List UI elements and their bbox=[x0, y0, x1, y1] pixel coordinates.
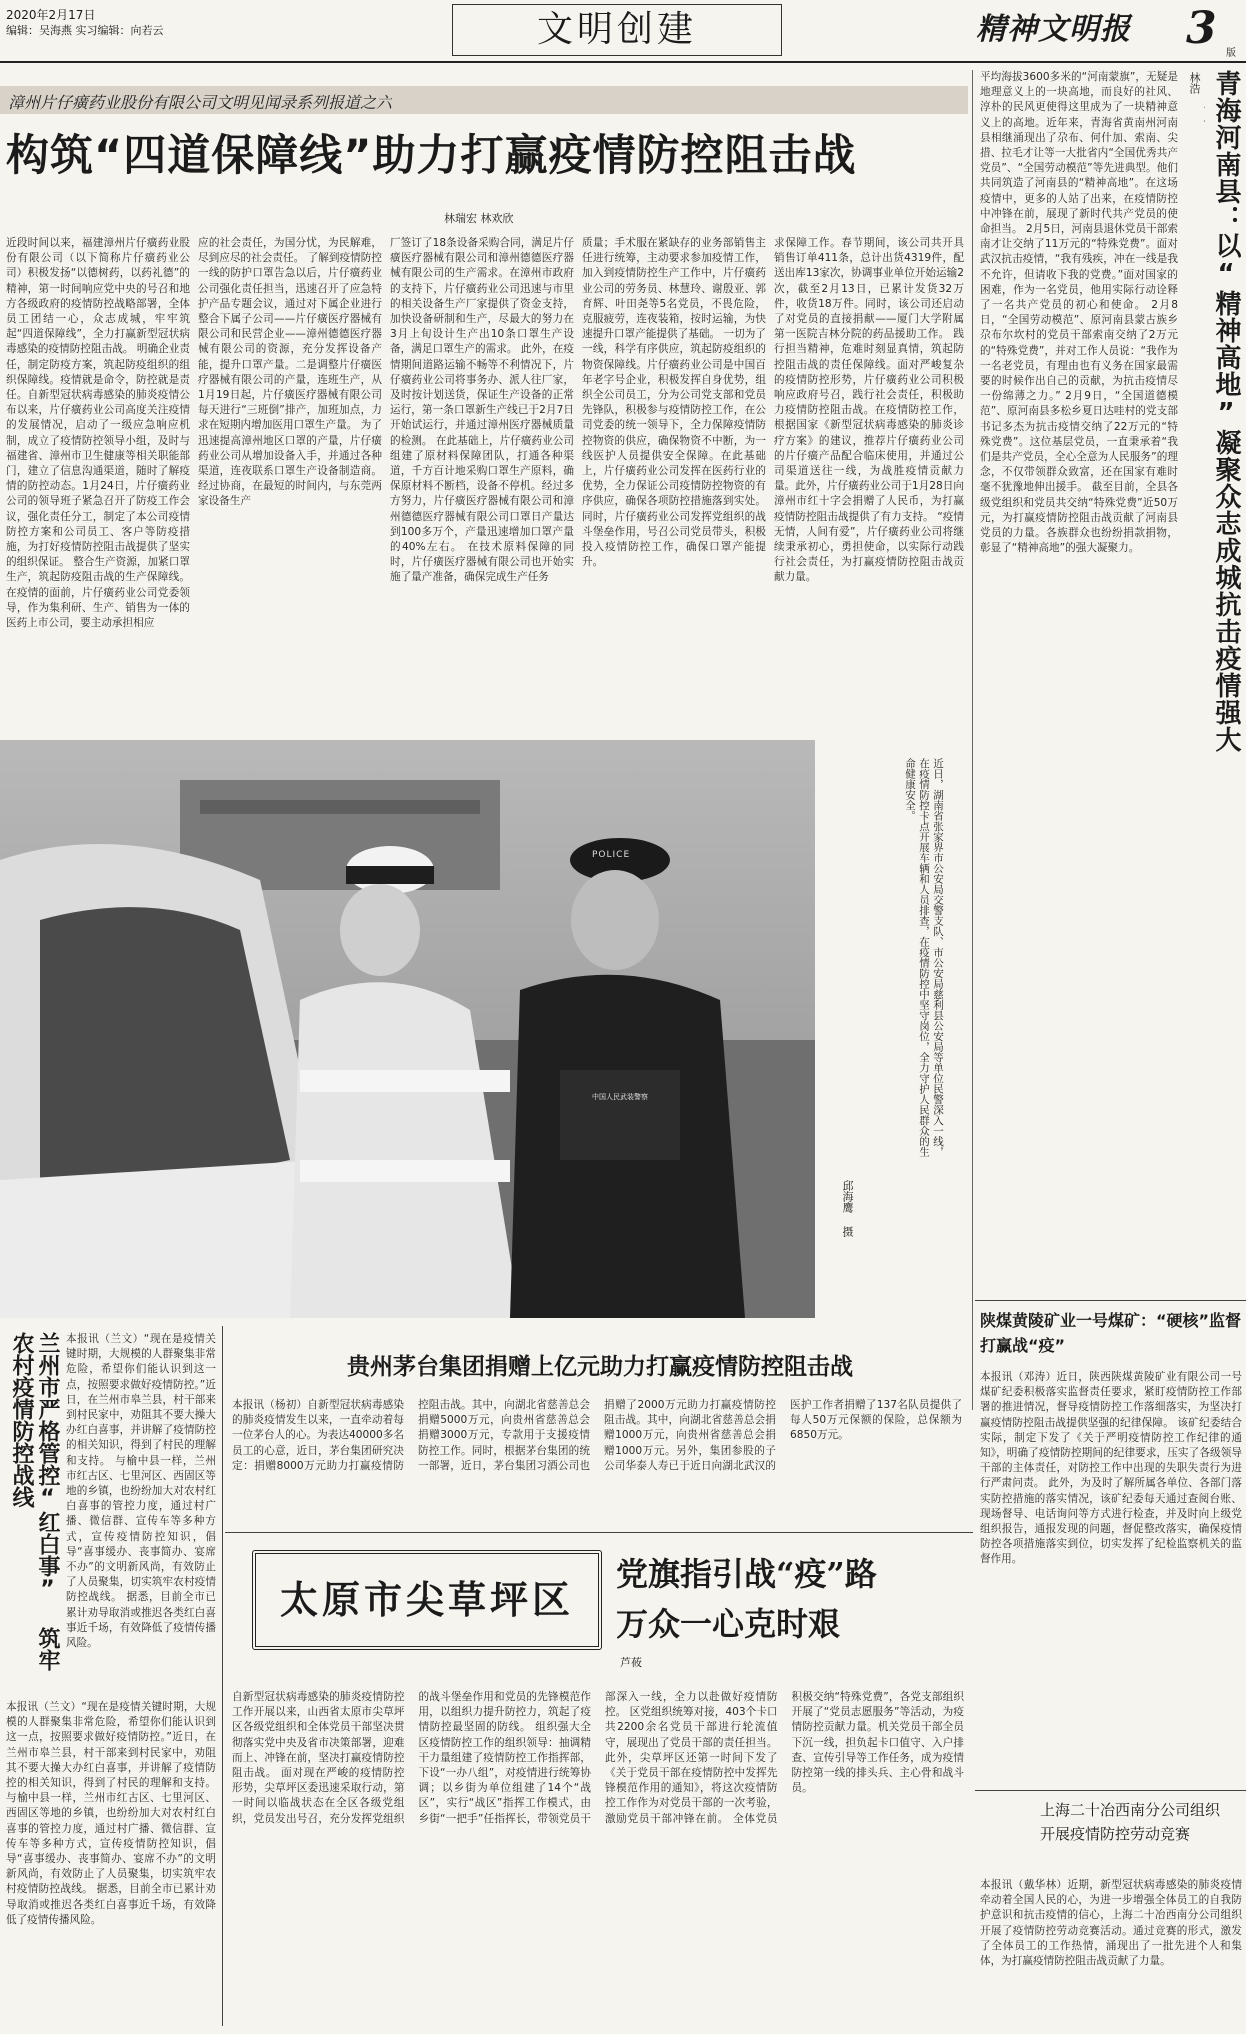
shaanxi-headline: 陕煤黄陵矿业一号煤矿：“硬核”监督 打赢战“疫” bbox=[980, 1311, 1242, 1355]
lead-column-4: 质量；手术服在紧缺存的业务部销售主任进行统筹，主动要求参加疫情工作，加入到疫情防控生产工作中，片仔癀药业公司的劳务员、林慧玲、谢殷亚、郭育辉、叶田尧等5名党员，不畏危险，克服疲劳，连夜装箱，按时运输，为快速提升口罩产能提供了基础。 一切为了一线，科学有序供应，筑起防疫组织的物资保障线。片仔癀药业公司是中国百年老字号企业，积极发挥自身优势，组织全公司员工，分为公司党支部和党员先锋队，积极参与疫情防控工作，在公司党委的统一领导下，全力保障疫情防控物资的供应，确保物资不中断，为一线医护人员提供安全保障。在此基础上，片仔癀药业公司发挥在医药行业的优势，全力保证公司疫情防控物资的有序供应，确保各项防控措施落到实处。 同时，片仔癀药业公司发挥党组织的战斗堡垒作用，号召公司党员带头，积极投入疫情防控工作，确保口罩产能提升。 bbox=[582, 237, 766, 569]
right-divider-1 bbox=[975, 1300, 1246, 1301]
qinghai-headline: 青海河南县：以“精神高地”凝聚众志成城抗击疫情强大 bbox=[1211, 70, 1241, 753]
section-title: 文明创建 bbox=[452, 4, 782, 56]
taiyuan-headline-line1: 党旗指引战“疫”路 bbox=[616, 1555, 877, 1593]
left-divider bbox=[222, 1326, 223, 2026]
photo-illustration bbox=[0, 740, 815, 1318]
shaanxi-body: 本报讯（邓涛）近日，陕西陕煤黄陵矿业有限公司一号煤矿纪委积极落实监督责任要求，紧盯疫情防控工作部署的推进情况，督导疫情防控工作落细落实，为坚决打赢疫情防控阻击战提供坚强的纪律保障。 该矿纪委结合实际，制定下发了《关于严明疫情防控工作纪律的通知》，明确了疫情防控期间的纪律要求，压实了各级领导干部的主体责任，对防控工作中出现的失职失责行为进行严肃问责。 此外，为及时了解所属各单位、各部门落实防控措施的落实情况，该矿纪委每天通过查阅台账、现场督导、电话询问等方式进行检查，并及时向上级党组织报告，通报发现的问题，督促整改落实，确保疫情防控各项措施落实到位，切实发挥了纪检监察机关的监督作用。 bbox=[980, 1371, 1242, 1566]
shanghai-headline: 上海二十冶西南分公司组织开展疫情防控劳动竞赛 bbox=[1040, 1801, 1221, 1843]
lanzhou-body: 本报讯（兰文）“现在是疫情关键时期，大规模的人群聚集非常危险，希望你们能认识到这一点，按照要求做好疫情防控。”近日，在兰州市皋兰县，村干部来到村民家中，劝阻其不要大操大办红白喜事，并讲解了疫情防控的相关知识，得到了村民的理解和支持。 与榆中县一样，兰州市红古区、七里河区、西固区等地的乡镇，也纷纷加大对农村红白喜事的管控力度，通过村广播、微信群、宣传车等多种方式，宣传疫情防控知识，倡导“喜事缓办、丧事简办、宴席不办”的文明新风尚，有效防止了人员聚集，切实筑牢农村疫情防控战线。 据悉，目前全市已累计劝导取消或推迟各类红白喜事近千场，有效降低了疫情传播风险。 bbox=[6, 1701, 216, 1926]
lead-column-3: 厂签订了18条设备采购合同，满足片仔癀医疗器械有限公司和漳州德德医疗器械有限公司的生产需求。在漳州市政府的支持下，片仔癀药业公司迅速与市里的相关设备生产厂家提供了资金支持，加快设备研制和生产，尽最大的努力在3月上旬设计生产出10条口罩生产设备，满足口罩生产的需求。 此外，在疫情期间道路运输不畅等不利情况下，片仔癀药业公司将事务办、派人往厂家，及时按计划送货，保证生产设备的正常运行，第一条口罩新生产线已于2月7日开始试运行，并通过漳州医疗器械质量的检测。 在此基础上，片仔癀药业公司组建了原材料保障团队，打通各种渠道，千方百计地采购口罩生产原料，确保原材料不断档，设备不停机。经过多方努力，片仔癀医疗器械有限公司和漳州德德医疗器械有限公司口罩日产量达到100多万个，产量迅速增加口罩产量的40%左右。 在技术原料保障的同时，片仔癀医疗器械有限公司也开始实施了量产准备，确保完成生产任务 bbox=[390, 237, 574, 584]
taiyuan-body: 自新型冠状病毒感染的肺炎疫情防控工作开展以来，山西省太原市尖草坪区各级党组织和全体党员干部坚决贯彻落实党中央及省市决策部署，迎难而上、冲锋在前，坚决打赢疫情防控阻击战。 面对现在严峻的疫情防控形势，尖草坪区委迅速采取行动，第一时间以临战状态在全区各级党组织，党员发出号召，充分发挥党组织的战斗堡垒作用和党员的先锋模范作用，以组织力提升防控力，筑起了疫情防控最坚固的防线。 组织强大全区疫情防控工作的组织领导：抽调精干力量组建了疫情防控工作指挥部，下设“一办八组”，对疫情进行统筹协调；以乡街为单位组建了14个“战区”，实行“战区”指挥工作模式，由乡街“一把手”任指挥长，带领党员干部深入一线，全力以赴做好疫情防控。 区党组织统筹对接，403个卡口共2200余名党员干部进行轮流值守，展现出了党员干部的责任担当。此外，尖草坪区还第一时间下发了《关于党员干部在疫情防控中发挥先锋模范作用的通知》，将这次疫情防控工作作为对党员干部的一次考验，激励党员干部冲锋在前。 全体党员积极交纳“特殊党费”，各党支部组织开展了“党员志愿服务”等活动，为疫情防控贡献力量。机关党员干部全员下沉一线，担负起卡口值守、入户排查、宣传引导等工作任务，成为疫情防控第一线的排头兵、主心骨和战斗员。 bbox=[232, 1691, 964, 1825]
taiyuan-place: 太原市尖草坪区 bbox=[279, 1578, 574, 1622]
middle-divider bbox=[225, 1532, 973, 1533]
police-cap-label: POLICE bbox=[592, 850, 631, 860]
right-column-divider bbox=[972, 70, 973, 1410]
series-banner-text: 漳州片仔癀药业股份有限公司文明见闻录系列报道之六 bbox=[8, 93, 393, 112]
qinghai-body: 平均海拔3600多米的“河南蒙旗”，无疑是地理意义上的一块高地，而良好的社风、淳朴的民风更使得这里成为了一块精神意义上的高地。近年来，青海省黄南州河南县相继涌现出了尕布、何什加、索南、尖措、拉毛才让等一大批省内“全国优秀共产党员”、“全国劳动模范”等先进典型。他们共同筑造了河南县的“精神高地”。在这场疫情中，更多的人站了出来，在疫情防控中冲锋在前，展现了新时代共产党员的使命担当。 2月5日，河南县退休党员干部索南才让交纳了11万元的“特殊党费”。面对武汉抗击疫情，“我有残疾，冲在一线是我不允许，但请收下我的党费。”面对国家的困难，作为一名党员，他用实际行动诠释了一名共产党员的初心和使命。 2月8日，“全国劳动模范”、原河南县蒙古族乡尕布尔坎村的党员干部索南交纳了2万元的“特殊党费”，并对工作人员说：“我作为一名老党员，有理由也有义务在国家最需要的时候作出自己的贡献，为抗击疫情尽一份绵薄之力。” 2月9日，“全国道德模范”、原河南县多松乡夏日达哇村的党支部书记多杰为抗击疫情交纳了22万元的“特殊党费”。这位基层党员，一直秉承着“我们是共产党员，全心全意为人民服务”的理念，不仅带领群众致富，还在国家有难时毫不犹豫地伸出援手。 截至目前，全县各级党组织和党员共交纳“特殊党费”近50万元，为打赢疫情防控阻击战贡献了河南县党员的力量。各族群众也纷纷捐款捐物，彰显了“精神高地”的强大凝聚力。 bbox=[980, 71, 1178, 555]
masthead bbox=[0, 0, 1246, 60]
qinghai-byline: 林浩 bbox=[1188, 72, 1201, 94]
moutai-headline: 贵州茅台集团捐赠上亿元助力打赢疫情防控阻击战 bbox=[347, 1354, 853, 1380]
page-number: 3 bbox=[1186, 3, 1217, 54]
taiyuan-byline: 芦莜 bbox=[620, 1656, 642, 1669]
photo-credit: 邱海鹰 摄 bbox=[841, 1180, 854, 1237]
paper-logo: 精神文明报 bbox=[976, 12, 1131, 47]
page-suffix: 版 bbox=[1226, 48, 1236, 59]
lanzhou-body-top: 本报讯（兰文）“现在是疫情关键时期，大规模的人群聚集非常危险，希望你们能认识到这一点，按照要求做好疫情防控。”近日，在兰州市皋兰县，村干部来到村民家中，劝阻其不要大操大办红白喜事，并讲解了疫情防控的相关知识，得到了村民的理解和支持。 与榆中县一样，兰州市红古区、七里河区、西固区等地的乡镇，也纷纷加大对农村红白喜事的管控力度，通过村广播、微信群、宣传车等多种方式，宣传疫情防控知识，倡导“喜事缓办、丧事简办、宴席不办”的文明新风尚，有效防止了人员聚集，切实筑牢农村疫情防控战线。 据悉，目前全市已累计劝导取消或推迟各类红白喜事近千场，有效降低了疫情传播风险。 bbox=[66, 1333, 216, 1650]
editor-credits: 编辑：吴海燕 实习编辑：向若云 bbox=[6, 24, 164, 37]
photo-caption: 近日，湖南省张家界市公安局交警支队、市公安局慈利县公安局等单位民警深入一线，在疫情防控卡点开展车辆和人员排查，在疫情防控中坚守岗位，全力守护人民群众的生命健康安全。 bbox=[904, 758, 944, 1157]
issue-date: 2020年2月17日 bbox=[6, 8, 96, 22]
masthead-rule bbox=[0, 61, 1246, 63]
lead-byline: 林瑞宏 林欢欣 bbox=[444, 212, 514, 225]
moutai-body: 本报讯（杨初）自新型冠状病毒感染的肺炎疫情发生以来，一直牵动着每一位茅台人的心。为表达40000多名员工的心意，近日，茅台集团研究决定：捐赠8000万元助力打赢疫情防控阻击战。其中，向湖北省慈善总会捐赠5000万元，向贵州省慈善总会捐赠3000万元，专款用于支援疫情防控工作。同时，根据茅台集团的统一部署，近日，茅台集团习酒公司也捐赠了2000万元助力打赢疫情防控阻击战。其中，向湖北省慈善总会捐赠1000万元，向贵州省慈善总会捐赠1000万元。另外，集团参股的子公司华泰人寿已于近日向湖北武汉的医护工作者捐赠了137名队员提供了每人50万元保额的保险，总保额为6850万元。 bbox=[232, 1399, 962, 1472]
shanghai-body: 本报讯（戴华林）近期，新型冠状病毒感染的肺炎疫情牵动着全国人民的心，为进一步增强全体员工的自我防护意识和抗击疫情的信心，上海二十冶西南分公司组织开展了疫情防控劳动竞赛活动。通过竞赛的形式，激发了全体员工的工作热情，涌现出了一批先进个人和集体，为打赢疫情防控阻击战贡献了力量。 bbox=[980, 1879, 1242, 1968]
lead-column-1: 近段时间以来，福建漳州片仔癀药业股份有限公司（以下简称片仔癀药业公司）积极发扬“以德树药，以药礼德”的精神，第一时间响应党中央的号召和地方各级政府的疫情防控战略部署，全体员工团结一心，众志成城，牢牢筑起“四道保障线”，全力打赢新型冠状病毒感染的疫情防控阻击战。 明确企业责任，制定防疫方案，筑起防疫组织的组织保障线。疫情就是命令，防控就是责任。自新型冠状病毒感染的肺炎疫情公布以来，片仔癀药业公司高度关注疫情的发展情况，启动了一级应急响应机制，成立了疫情防控领导小组，及时与福建省、漳州市卫生健康等相关职能部门，建立了信息沟通渠道，随时了解疫情的防控动态。1月24日，片仔癀药业公司的领导班子紧急召开了防疫工作会议，强化责任分工，制定了本公司疫情防控方案和公司员工、客户等防疫措施，为打好疫情防控阻击战提供了坚实的组织保证。 整合生产资源，加紧口罩生产，筑起防疫阻击战的生产保障线。在疫情的面前，片仔癀药业公司党委领导，作为集利研、生产、销售为一体的医药上市公司，要主动承担相应 bbox=[6, 237, 190, 630]
lead-column-5: 求保障工作。春节期间，该公司共开具销售订单411条，总计出货4319件，配送出库13家次，协调事业单位开始运输2次，截至2月13日，已累计发货32万件，收货18万件。同时，该公司还启动了对党员的直接捐献——厦门大学附属第一医院吉林分院的药品援助工作。 践行担当精神，危难时刻显真情，筑起防控阻击战的责任保障线。面对严峻复杂的疫情防控形势，片仔癀药业公司积极响应政府号召，践行社会责任，积极助力疫情防控阻击战。在疫情防控工作，根据国家《新型冠状病毒感染的肺炎诊疗方案》的建议，推荐片仔癀药业公司的片仔癀产品配合临床使用，并通过公司渠道送往一线，为战胜疫情贡献力量。此外，片仔癀药业公司于1月28日向漳州市红十字会捐赠了人民币，为打赢疫情防控阻击战提供了有力支持。 “疫情无情，人间有爱”，片仔癀药业公司将继续秉承初心，勇担使命，以实际行动践行社会责任，为打赢疫情防控阻击战贡献力量。 bbox=[774, 237, 964, 584]
series-banner bbox=[0, 86, 968, 114]
taiyuan-place-box bbox=[252, 1550, 602, 1650]
police-checkpoint-photo bbox=[0, 740, 815, 1318]
police-vest-label: 中国人民武装警察 bbox=[592, 1093, 648, 1101]
lead-headline: 构筑“四道保障线”助力打赢疫情防控阻击战 bbox=[6, 131, 857, 181]
right-divider-2 bbox=[975, 1790, 1246, 1791]
lead-column-2: 应的社会责任，为国分忧，为民解难，尽到应尽的社会责任。 了解到疫情防控一线的防护口罩告急以后，片仔癀药业公司强化责任担当，迅速召开了应急特护产品专题会议，通过对下属企业进行整合下属子公司——片仔癀医疗器械有限公司和民营企业——漳州德德医疗器械有限公司的资源，充分发挥设备产能，提升口罩产量。二是调整片仔癀医疗器械有限公司的产量，连班生产，从1月19日起，片仔癀医疗器械有限公司每天进行“三班倒”排产，加班加点，力求在短期内增加医用口罩生产量。 为了迅速提高漳州地区口罩的产量，片仔癀药业公司从增加设备入手，并通过各种渠道，连夜联系口罩生产设备制造商。经过协商，在最短的时间内，与东莞两家设备生产 bbox=[198, 237, 382, 508]
lanzhou-headline: 兰州市严格管控“红白事” 筑牢农村疫情防控战线 bbox=[9, 1332, 60, 1671]
taiyuan-headline-line2: 万众一心克时艰 bbox=[616, 1605, 841, 1643]
